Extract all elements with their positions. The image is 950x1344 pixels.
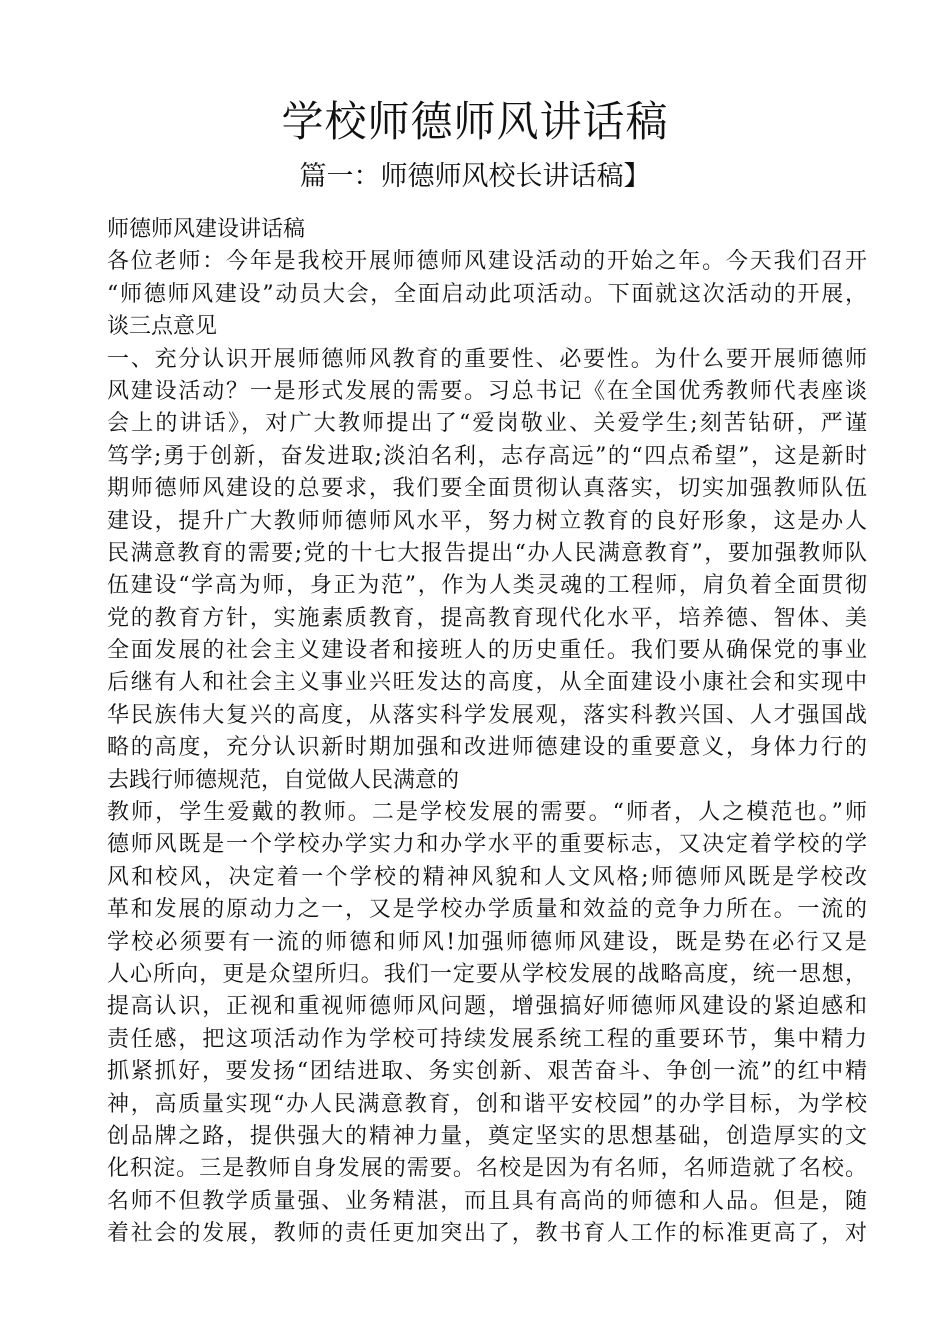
body-line: 名师不但教学质量强、业务精湛，而且具有高尚的师德和人品。但是，随 xyxy=(107,1188,867,1214)
body-line: 略的高度，充分认识新时期加强和改进师德建设的重要意义，身体力行的 xyxy=(107,735,867,761)
body-line: 笃学;勇于创新，奋发进取;淡泊名利，志存高远”的“四点希望”，这是新时 xyxy=(107,443,867,469)
body-line: 责任感，把这项活动作为学校可持续发展系统工程的重要环节，集中精力 xyxy=(107,1026,867,1052)
body-line: 着社会的发展，教师的责任更加突出了，教书育人工作的标准更高了，对 xyxy=(107,1221,867,1247)
body-line: “师德师风建设”动员大会，全面启动此项活动。下面就这次活动的开展， xyxy=(107,281,867,307)
body-line: 党的教育方针，实施素质教育，提高教育现代化水平，培养德、智体、美 xyxy=(107,605,867,631)
body-line: 革和发展的原动力之一，又是学校办学质量和效益的竞争力所在。一流的 xyxy=(107,897,867,923)
document-body xyxy=(107,214,867,1251)
body-line: 神，高质量实现“办人民满意教育，创和谐平安校园”的办学目标，为学校 xyxy=(107,1091,867,1117)
body-line: 伍建设“学高为师，身正为范”，作为人类灵魂的工程师，肩负着全面贯彻 xyxy=(107,573,867,599)
body-line: 华民族伟大复兴的高度，从落实科学发展观，落实科教兴国、人才强国战 xyxy=(107,702,867,728)
body-line: 民满意教育的需要;党的十七大报告提出“办人民满意教育”，要加强教师队 xyxy=(107,540,867,566)
document-title: 学校师德师风讲话稿 xyxy=(281,97,669,146)
body-line: 后继有人和社会主义事业兴旺发达的高度，从全面建设小康社会和实现中 xyxy=(107,670,867,696)
body-line: 风建设活动？一是形式发展的需要。习总书记《在全国优秀教师代表座谈 xyxy=(107,378,867,404)
body-line: 风和校风，决定着一个学校的精神风貌和人文风格;师德师风既是学校改 xyxy=(107,864,867,890)
body-line: 提高认识，正视和重视师德师风问题，增强搞好师德师风建设的紧迫感和 xyxy=(107,994,867,1020)
body-line: 德师风既是一个学校办学实力和办学水平的重要标志，又决定着学校的学 xyxy=(107,832,867,858)
body-line: 去践行师德规范，自觉做人民满意的 xyxy=(107,767,460,793)
body-line: 谈三点意见 xyxy=(107,314,218,340)
body-line: 学校必须要有一流的师德和师风!加强师德师风建设，既是势在必行又是 xyxy=(107,929,867,955)
body-line: 师德师风建设讲话稿 xyxy=(107,217,306,242)
body-line: 抓紧抓好，要发扬“团结进取、务实创新、艰苦奋斗、争创一流”的红中精 xyxy=(107,1059,867,1085)
body-line: 期师德师风建设的总要求，我们要全面贯彻认真落实，切实加强教师队伍 xyxy=(107,476,867,502)
body-line: 全面发展的社会主义建设者和接班人的历史重任。我们要从确保党的事业 xyxy=(107,638,867,664)
document-subtitle: 篇一：师德师风校长讲话稿】 xyxy=(299,161,651,192)
body-line: 化积淀。三是教师自身发展的需要。名校是因为有名师，名师造就了名校。 xyxy=(107,1156,867,1182)
body-line: 建设，提升广大教师师德师风水平，努力树立教育的良好形象，这是办人 xyxy=(107,508,867,534)
body-line: 人心所向，更是众望所归。我们一定要从学校发展的战略高度，统一思想， xyxy=(107,961,867,987)
body-line: 教师，学生爱戴的教师。二是学校发展的需要。“师者，人之模范也。”师 xyxy=(107,800,867,826)
body-line: 各位老师：今年是我校开展师德师风建设活动的开始之年。今天我们召开 xyxy=(107,249,867,275)
body-line: 创品牌之路，提供强大的精神力量，奠定坚实的思想基础，创造厚实的文 xyxy=(107,1123,867,1149)
body-line: 一、充分认识开展师德师风教育的重要性、必要性。为什么要开展师德师 xyxy=(107,346,867,372)
body-line: 会上的讲话》，对广大教师提出了“爱岗敬业、关爱学生;刻苦钻研，严谨 xyxy=(107,411,867,437)
